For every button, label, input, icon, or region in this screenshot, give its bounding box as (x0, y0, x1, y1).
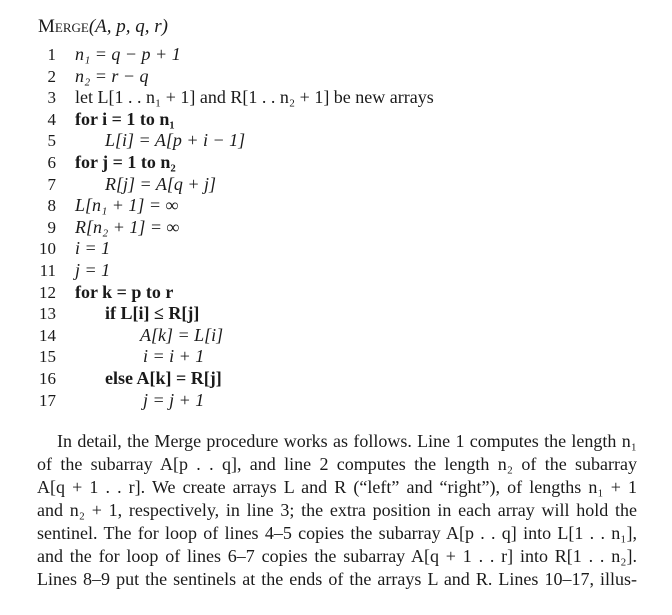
line-number: 10 (39, 239, 56, 259)
code-line (0, 87, 672, 109)
line-number: 5 (47, 131, 56, 151)
code-line (0, 368, 672, 390)
code-statement: else A[k] = R[j] (105, 367, 222, 388)
code-statement: if L[i] ≤ R[j] (105, 303, 200, 324)
procedure-params: (A, p, q, r) (88, 16, 168, 37)
code-line (0, 303, 672, 325)
code-statement: n₁ = q − p + 1 (75, 44, 181, 64)
code-statement: j = 1 (75, 259, 111, 280)
explanation-paragraph (37, 430, 637, 591)
paragraph-line: Lines 8–9 put the sentinels at the ends of the arrays L and R. Lines 10–17, illus- (37, 569, 637, 589)
code-line (0, 195, 672, 217)
code-line (0, 390, 672, 412)
code-statement: n₂ = r − q (75, 65, 149, 86)
pseudocode-block (0, 44, 672, 411)
code-line (0, 174, 672, 196)
code-statement: for i = 1 to n₁ (75, 108, 175, 129)
code-statement: i = 1 (75, 238, 111, 259)
code-statement: for k = p to r (75, 281, 174, 302)
code-line (0, 109, 672, 131)
code-line (0, 152, 672, 174)
code-line (0, 325, 672, 347)
code-line (0, 130, 672, 152)
line-number: 12 (39, 282, 56, 302)
line-number: 15 (39, 347, 56, 367)
code-line (0, 66, 672, 88)
code-statement: R[j] = A[q + j] (105, 173, 216, 194)
paragraph-line: sentinel. The for loop of lines 4–5 copies the subarray A[p . . q] into L[1 . . n₁], (37, 523, 637, 543)
paragraph-line: In detail, the Merge procedure works as follows. Line 1 computes the length n₁ (57, 431, 637, 451)
code-statement: L[n₁ + 1] = ∞ (75, 195, 179, 216)
line-number: 6 (47, 152, 56, 172)
paragraph-line: A[q + 1 . . r]. We create arrays L and R (“left” and “right”), of lengths n₁ + 1 (37, 477, 637, 497)
code-statement: j = j + 1 (143, 389, 205, 410)
code-statement: i = i + 1 (143, 346, 205, 367)
line-number: 13 (39, 304, 56, 324)
code-line (0, 260, 672, 282)
code-statement: let L[1 . . n₁ + 1] and R[1 . . n₂ + 1] be new arrays (75, 87, 434, 108)
line-number: 7 (47, 174, 56, 194)
code-statement: L[i] = A[p + i − 1] (105, 130, 246, 151)
line-number: 1 (47, 45, 56, 64)
code-statement: R[n₂ + 1] = ∞ (75, 216, 180, 237)
line-number: 17 (39, 390, 56, 410)
line-number: 4 (47, 109, 56, 129)
code-line (0, 282, 672, 304)
code-statement: A[k] = L[i] (140, 324, 224, 345)
paragraph-line: and the for loop of lines 6–7 copies the subarray A[q + 1 . . r] into R[1 . . n₂]. (37, 546, 637, 566)
procedure-title (38, 16, 168, 38)
line-number: 8 (47, 196, 56, 216)
paragraph-line: and n₂ + 1, respectively, in line 3; the extra position in each array will hold the (37, 500, 637, 520)
code-line (0, 238, 672, 260)
line-number: 3 (47, 88, 56, 108)
line-number: 16 (39, 368, 56, 388)
procedure-name: Merge (38, 16, 89, 37)
paragraph-line: of the subarray A[p . . q], and line 2 computes the length n₂ of the subarray (37, 454, 637, 474)
code-line (0, 44, 672, 66)
line-number: 2 (47, 66, 56, 86)
code-statement: for j = 1 to n₂ (75, 151, 176, 172)
line-number: 14 (39, 325, 56, 345)
line-number: 11 (39, 260, 56, 280)
line-number: 9 (47, 217, 56, 237)
code-line (0, 217, 672, 239)
code-line (0, 346, 672, 368)
